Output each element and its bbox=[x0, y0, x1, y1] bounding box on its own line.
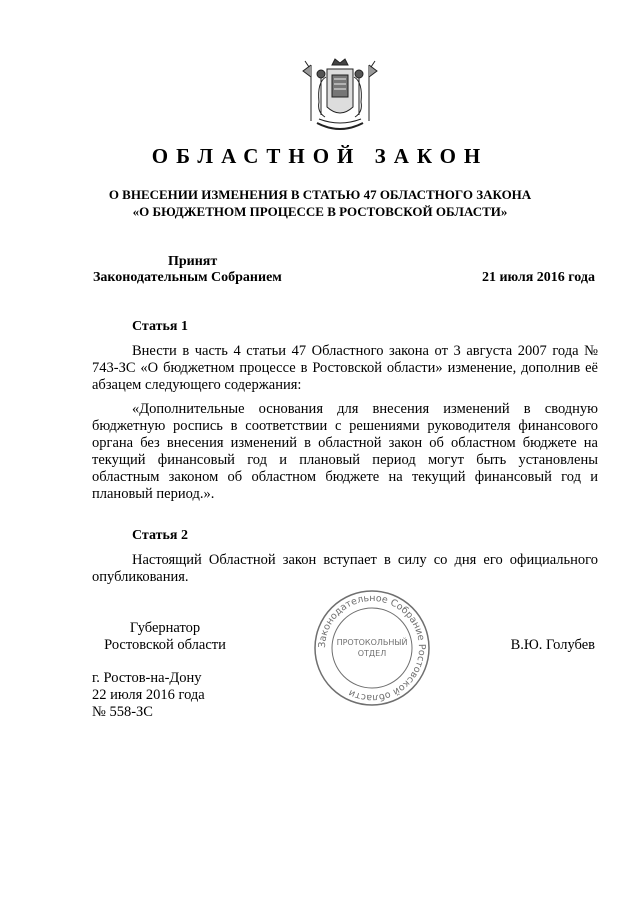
adoption-body: Законодательным Собранием bbox=[93, 270, 282, 285]
stamp-center-line2: ОТДЕЛ bbox=[357, 649, 387, 658]
place-date-block bbox=[92, 670, 205, 721]
stamp-center-line1: ПРОТОКОЛЬНЫЙ bbox=[336, 638, 408, 647]
article2-heading: Статья 2 bbox=[132, 528, 188, 543]
stamp-ring-text: Законодательное Собрание Ростовской области bbox=[316, 592, 428, 704]
governor-name: В.Ю. Голубев bbox=[510, 637, 595, 653]
law-number: № 558-ЗС bbox=[92, 704, 153, 720]
document-title: ОБЛАСТНОЙ ЗАКОН bbox=[151, 144, 489, 168]
adoption-label: Принят bbox=[168, 254, 218, 269]
article1-paragraph2: «Дополнительные основания для внесения изменений в сводную бюджетную роспись в соответствии с решениями руководителя финансового органа без внесения изменений в областной закон об областном бюджете на текущий финансовый год и плановый период могут быть установлены областным законом об областном бюджете на текущий финансовый год и плановый период.». bbox=[92, 401, 598, 502]
coat-of-arms-icon bbox=[297, 57, 383, 135]
document-subtitle-line2: «О БЮДЖЕТНОМ ПРОЦЕССЕ В РОСТОВСКОЙ ОБЛАСТИ» bbox=[132, 204, 508, 219]
city: г. Ростов-на-Дону bbox=[92, 670, 202, 686]
sign-date: 22 июля 2016 года bbox=[92, 687, 205, 703]
governor-title-line2: Ростовской области bbox=[104, 637, 226, 653]
adoption-date: 21 июля 2016 года bbox=[481, 270, 595, 285]
article1-heading: Статья 1 bbox=[132, 319, 188, 334]
document-subtitle-line1: О ВНЕСЕНИИ ИЗМЕНЕНИЯ В СТАТЬЮ 47 ОБЛАСТНОГО ЗАКОНА bbox=[108, 187, 532, 202]
official-stamp bbox=[312, 588, 432, 708]
governor-title-line1: Губернатор bbox=[129, 620, 201, 636]
article2-paragraph1: Настоящий Областной закон вступает в силу со дня его официального опубликования. bbox=[92, 552, 598, 585]
governor-title bbox=[90, 620, 240, 654]
article1-paragraph1: Внести в часть 4 статьи 47 Областного закона от 3 августа 2007 года № 743-ЗС «О бюджетном процессе в Ростовской области» изменение, дополнив её абзацем следующего содержания: bbox=[92, 343, 598, 393]
